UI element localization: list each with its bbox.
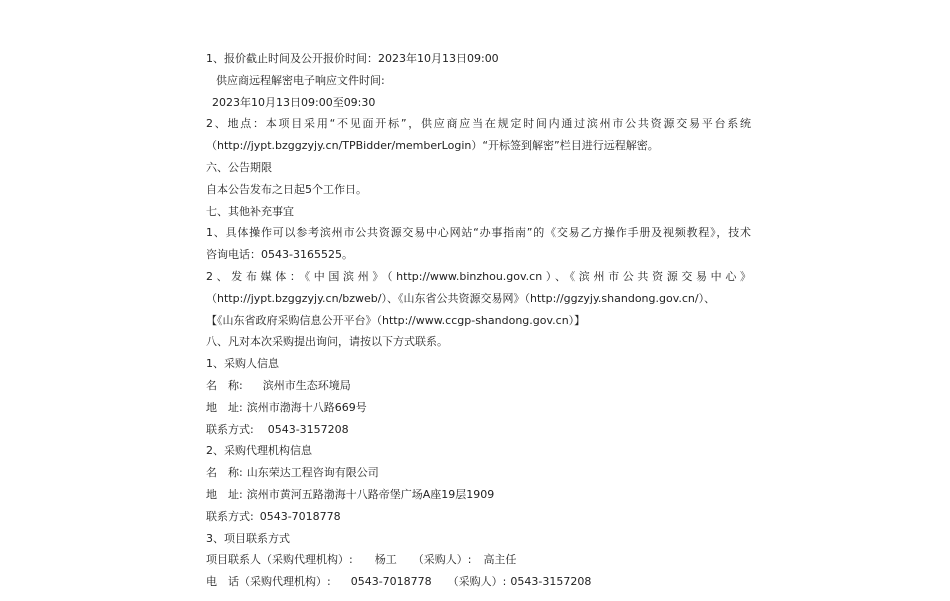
agency-contact-value: 0543-7018778 (259, 509, 341, 523)
notice-period-text: 自本公告发布之日起5个工作日。 (206, 182, 367, 196)
buyer-phone-label: （采购人）: (447, 575, 507, 589)
buyer-person-label: （采购人）: (412, 553, 472, 567)
project-person-value: 杨工 (374, 553, 397, 567)
section-heading-notice-period: 六、公告期限 (206, 160, 272, 174)
operation-guide-line: 1、具体操作可以参考滨州市公共资源交易中心网站“办事指南”的《交易乙方操作手册及视频教程》，技术 (206, 226, 751, 240)
location-url-line: （http://jypt.bzggzyjy.cn/TPBidder/memberLogin）“开标签到解密”栏目进行远程解密。 (206, 139, 659, 153)
agency-contact-label: 联系方式: (206, 509, 254, 523)
decrypt-time-value: 2023年10月13日09:00至09:30 (212, 95, 376, 109)
bid-deadline-line: 1、报价截止时间及公开报价时间：2023年10月13日09:00 (206, 52, 499, 65)
project-phone-row (206, 571, 751, 593)
agency-name-label: 名 称: (206, 466, 243, 480)
media-line: 2、发布媒体：《中国滨州》（http://www.binzhou.gov.cn）、《滨州市公共资源交易中心》 (206, 269, 751, 283)
agency-contact-row (206, 506, 751, 528)
purchaser-contact-row (206, 419, 751, 441)
project-phone-value: 0543-7018778 (350, 575, 432, 589)
agency-name-row (206, 462, 751, 484)
document-body (206, 48, 751, 593)
buyer-person-value: 高主任 (483, 553, 517, 567)
decrypt-time-label: 供应商远程解密电子响应文件时间: (216, 73, 385, 87)
agency-address-value: 滨州市黄河五路渤海十八路帝堡广场A座19层1909 (246, 487, 495, 501)
project-contact-heading: 3、项目联系方式 (206, 531, 290, 545)
purchaser-address-row (206, 397, 751, 419)
tech-phone-line: 咨询电话：0543-3165525。 (206, 248, 353, 262)
agency-name-value: 山东荣达工程咨询有限公司 (246, 466, 379, 480)
media-url-line: （http://jypt.bzggzyjy.cn/bzweb/）、《山东省公共资源交易网》（http://ggzyjy.shandong.gov.cn/）、 (206, 291, 716, 305)
purchaser-contact-label: 联系方式: (206, 422, 254, 436)
project-person-label: 项目联系人（采购代理机构）: (206, 553, 353, 567)
purchaser-name-label: 名 称: (206, 378, 243, 392)
purchaser-address-label: 地 址: (206, 400, 243, 414)
section-heading-contact: 八、凡对本次采购提出询问，请按以下方式联系。 (206, 335, 448, 349)
project-phone-label: 电 话（采购代理机构）: (206, 575, 331, 589)
section-heading-other-matters: 七、其他补充事宜 (206, 204, 294, 218)
purchaser-name-value: 滨州市生态环境局 (262, 378, 351, 392)
agency-address-label: 地 址: (206, 487, 243, 501)
purchaser-heading: 1、采购人信息 (206, 357, 279, 371)
purchaser-name-row (206, 375, 751, 397)
agency-address-row (206, 484, 751, 506)
project-person-row (206, 549, 751, 571)
purchaser-address-value: 滨州市渤海十八路669号 (246, 400, 367, 414)
agency-heading: 2、采购代理机构信息 (206, 444, 312, 458)
purchaser-contact-value: 0543-3157208 (267, 422, 349, 436)
buyer-phone-value: 0543-3157208 (510, 575, 592, 589)
media-platform-line: 【《山东省政府采购信息公开平台》（http://www.ccgp-shandong.gov.cn）】 (206, 313, 586, 327)
location-line: 2、地点：本项目采用“不见面开标”，供应商应当在规定时间内通过滨州市公共资源交易平台系统 (206, 117, 751, 131)
